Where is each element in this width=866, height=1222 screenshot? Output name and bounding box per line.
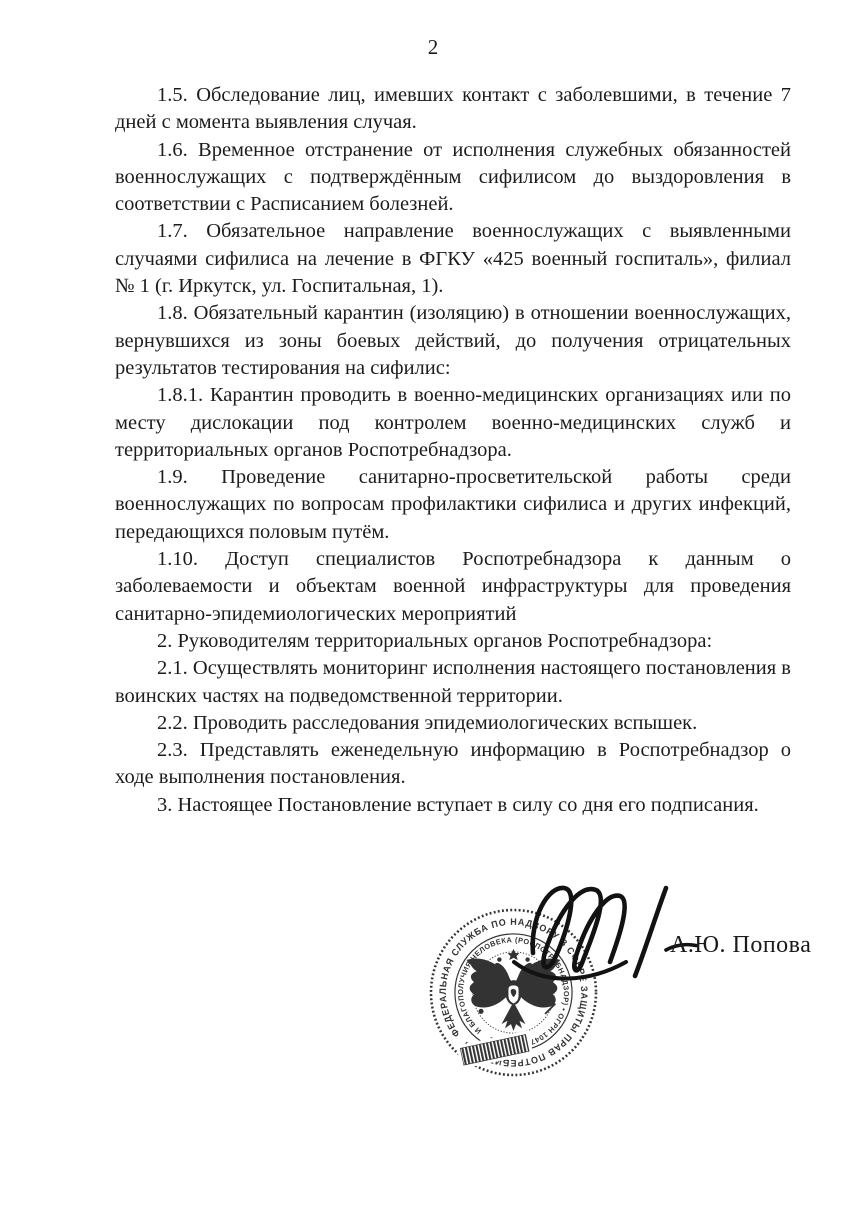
paragraph-2-2: 2.2. Проводить расследования эпидемиологических вспышек. bbox=[157, 711, 698, 734]
signature-slash bbox=[635, 888, 666, 976]
signature-scribble-icon bbox=[430, 858, 822, 1000]
stamp-outer-tick-ring bbox=[431, 910, 596, 1075]
paragraph-2-3: 2.3. Представлять еженедельную информацию в Роспотребнадзор о ходе выполнения постановления. bbox=[115, 739, 791, 789]
signature-underswoosh bbox=[514, 962, 626, 979]
stamp-outer-ring-text: ФЕДЕРАЛЬНАЯ СЛУЖБА ПО НАДЗОРУ В СФЕРЕ ЗАЩИТЫ ПРАВ ПОТРЕБИТЕЛЕЙ bbox=[436, 915, 591, 1070]
paragraph-1-6: 1.6. Временное отстранение от исполнения служебных обязанностей военнослужащих с подтверждённым сифилисом до выздоровления в соответствии с Расписанием болезней. bbox=[115, 138, 791, 216]
paragraph-1-9: 1.9. Проведение санитарно-просветительской работы среди военнослужащих по вопросам профилактики сифилиса и других инфекций, передающихся половым путём. bbox=[115, 466, 791, 543]
stamp-barcode bbox=[456, 1030, 533, 1069]
paragraph-3: 3. Настоящее Постановление вступает в силу со дня его подписания. bbox=[157, 793, 759, 816]
paragraph-1-8: 1.8. Обязательный карантин (изоляцию) в отношении военнослужащих, вернувшихся из зоны боевых действий, до получения отрицательных результатов тестирования на сифилис: bbox=[115, 302, 791, 379]
paragraph-1-10: 1.10. Доступ специалистов Роспотребнадзора к данным о заболеваемости и объектам военной инфраструктуры для проведения санитарно-эпидемиологических мероприятий bbox=[115, 548, 791, 625]
page-number: 2 bbox=[427, 35, 439, 59]
official-stamp-icon bbox=[428, 907, 599, 1078]
paragraph-2-1: 2.1. Осуществлять мониторинг исполнения настоящего постановления в воинских частях на подведомственной территории. bbox=[115, 657, 791, 707]
double-headed-eagle-icon bbox=[466, 949, 560, 1031]
signature-loops bbox=[533, 888, 625, 970]
paragraph-1-5: 1.5. Обследование лиц, имевших контакт с заболевшими, в течение 7 дней с момента выявления случая. bbox=[115, 84, 791, 134]
stamp-inner-dotted-ring bbox=[473, 952, 554, 1033]
document-body bbox=[115, 82, 791, 819]
stamp-inner-ring-text: И БЛАГОПОЛУЧИЯ ЧЕЛОВЕКА (РОСПОТРЕБНАДЗОР) • ОГРН 1047796261512 bbox=[456, 935, 571, 1050]
signatory-name: А.Ю. Попова bbox=[670, 932, 812, 958]
stamp-middle-ring bbox=[455, 934, 572, 1051]
paragraph-2: 2. Руководителям территориальных органов Роспотребнадзора: bbox=[157, 629, 713, 652]
paragraph-1-8-1: 1.8.1. Карантин проводить в военно-медицинских организациях или по месту дислокации под контролем военно-медицинских служб и территориальных органов Роспотребнадзора. bbox=[115, 384, 791, 461]
paragraph-1-7: 1.7. Обязательное направление военнослужащих с выявленными случаями сифилиса на лечение в ФГКУ «425 военный госпиталь», филиал № 1 (г. Иркутск, ул. Госпитальная, 1). bbox=[115, 220, 791, 298]
signature-dash bbox=[666, 945, 696, 950]
